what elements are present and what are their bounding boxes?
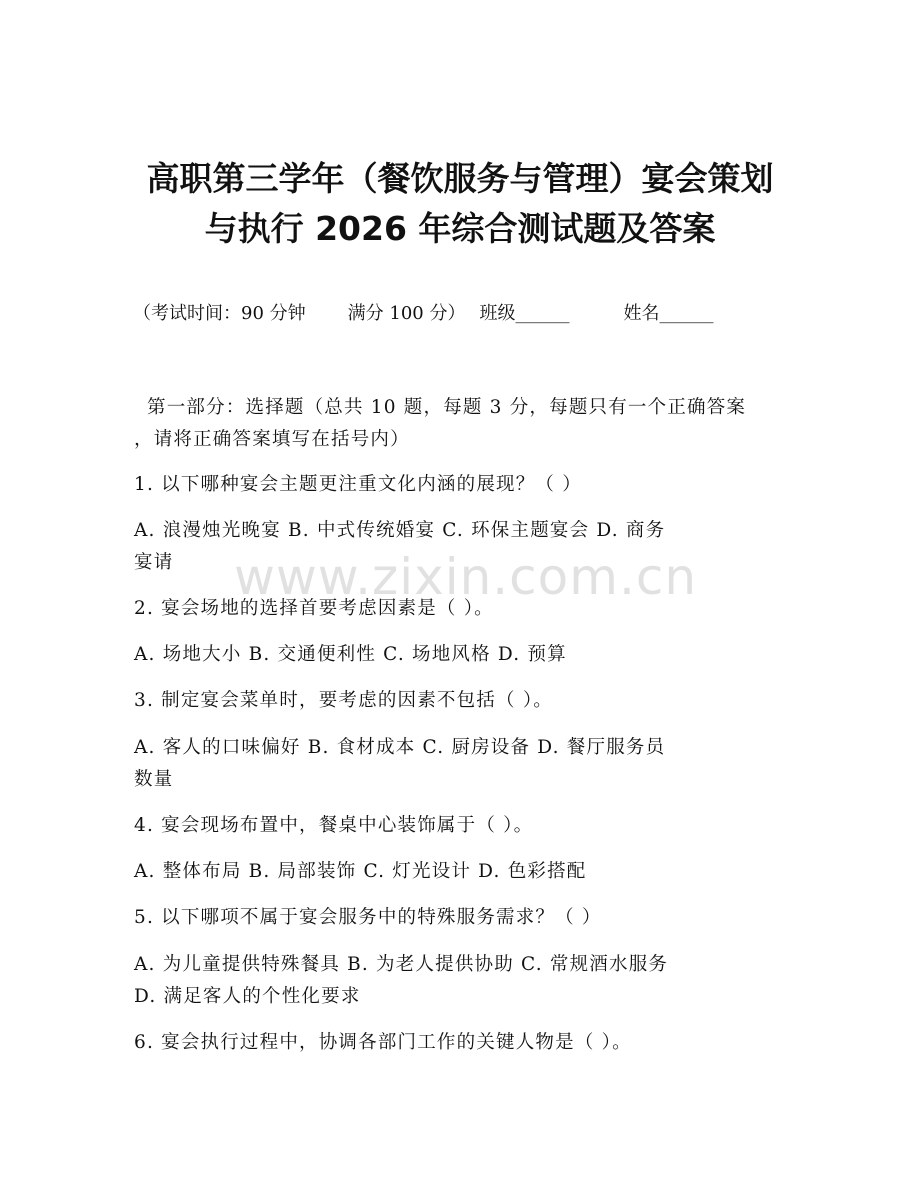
question-2-options: A. 场地大小 B. 交通便利性 C. 场地风格 D. 预算 [134,644,567,665]
name-field[interactable]: 姓名______ [623,303,714,324]
question-6-stem: 6. 宴会执行过程中，协调各部门工作的关键人物是（ ）。 [134,1032,632,1053]
question-2-stem: 2. 宴会场地的选择首要考虑因素是（ ）。 [134,598,494,619]
section-heading-line-2: ，请将正确答案填写在括号内） [134,429,410,450]
question-5-options: A. 为儿童提供特殊餐具 B. 为老人提供协助 C. 常规酒水服务 [134,954,669,975]
exam-time: （考试时间：90 分钟 [133,303,306,324]
exam-info-line [133,300,783,328]
exam-title-line-1: 高职第三学年（餐饮服务与管理）宴会策划 [146,159,774,198]
question-5-stem: 5. 以下哪项不属于宴会服务中的特殊服务需求？（ ） [134,907,602,928]
question-1-options-cont: 宴请 [134,552,174,573]
question-4-stem: 4. 宴会现场布置中，餐桌中心装饰属于（ ）。 [134,815,534,836]
question-4-options: A. 整体布局 B. 局部装饰 C. 灯光设计 D. 色彩搭配 [134,861,587,882]
exam-title-line-2: 与执行 2026 年综合测试题及答案 [204,209,716,248]
question-3-options: A. 客人的口味偏好 B. 食材成本 C. 厨房设备 D. 餐厅服务员 [134,737,666,758]
watermark: www.zixin.com.cn [234,548,698,606]
question-3-stem: 3. 制定宴会菜单时，要考虑的因素不包括（ ）。 [134,690,553,711]
class-field[interactable]: 班级______ [479,303,570,324]
question-1-stem: 1. 以下哪种宴会主题更注重文化内涵的展现？（ ） [134,474,582,495]
question-1-options: A. 浪漫烛光晚宴 B. 中式传统婚宴 C. 环保主题宴会 D. 商务 [134,520,666,541]
question-3-options-cont: 数量 [134,769,174,790]
section-heading-line-1: 第一部分：选择题（总共 10 题，每题 3 分，每题只有一个正确答案 [147,397,747,418]
full-score: 满分 100 分） [347,303,466,324]
question-5-options-cont: D. 满足客人的个性化要求 [134,986,361,1007]
